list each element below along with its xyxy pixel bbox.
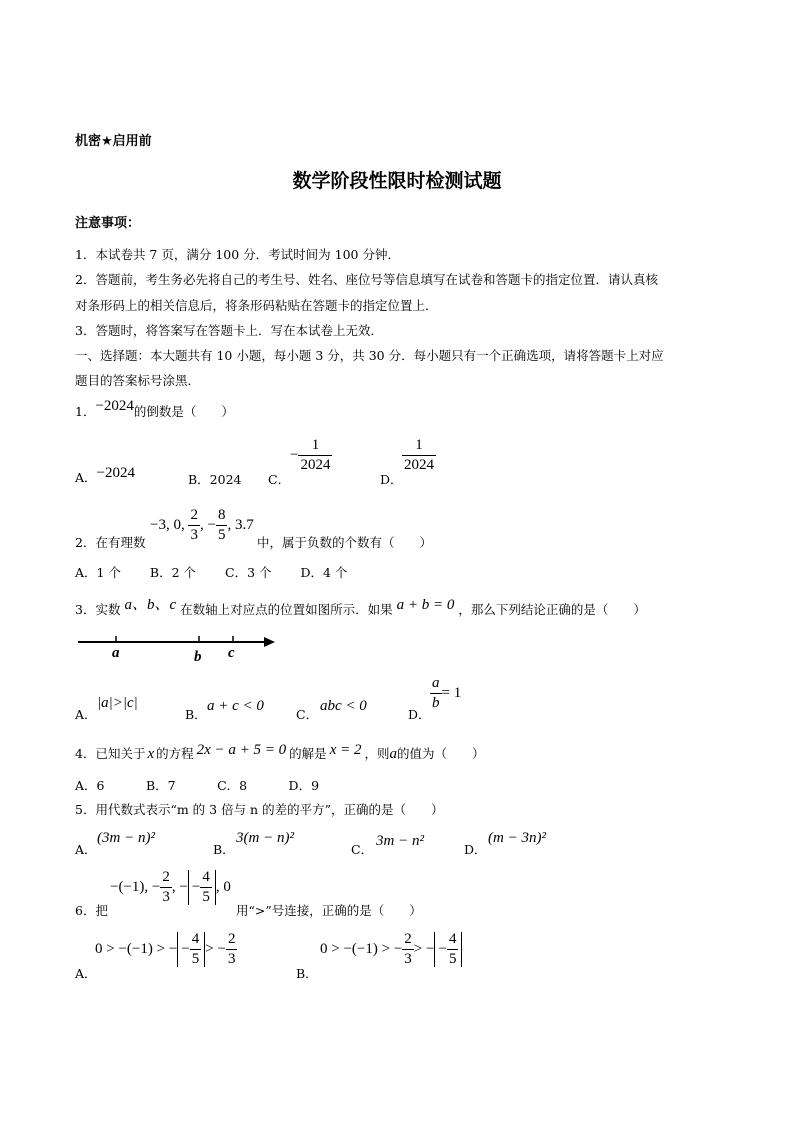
minus-sign: −: [438, 940, 447, 957]
list-part: −(−1), −: [110, 878, 161, 895]
q1-option-a: [75, 465, 135, 487]
denominator: 2024: [300, 457, 331, 473]
q6-option-a-letter: A．: [75, 966, 97, 981]
number-line-diagram: [75, 630, 285, 666]
question-3: [75, 598, 646, 619]
section-1-line-2: 题目的答案标号涂黑．: [75, 373, 201, 388]
q3-option-b-value: a + c < 0: [207, 698, 264, 714]
denominator: 2024: [404, 457, 434, 473]
option-value: −2024: [96, 465, 135, 481]
section-1-line-1: 一、选择题：本大题共有 10 小题，每小题 3 分，共 30 分．每小题只有一个正确选项，请将答题卡上对应: [75, 348, 664, 363]
solution: x = 2: [329, 742, 362, 758]
expr-part: 0 > −(−1) > −: [320, 940, 403, 957]
denominator: 5: [217, 527, 226, 543]
absolute-value: [188, 870, 216, 905]
q6-prefix: 6．把: [75, 903, 108, 918]
q3-option-a-letter: A．: [75, 707, 97, 722]
variables: a、b、c: [124, 597, 177, 613]
q1-option-b: B．2024: [188, 472, 242, 487]
numerator: 2: [190, 507, 198, 523]
q1-option-d-letter: D．: [380, 472, 403, 487]
q1-text: 的倒数是（ ）: [133, 404, 234, 419]
q5-option-a-value: (3m − n)²: [97, 830, 155, 846]
expr-part: > −: [205, 940, 226, 957]
text-part: ，那么下列结论正确的是（ ）: [458, 602, 646, 617]
label-a: a: [112, 645, 120, 661]
list-part: , 0: [215, 878, 231, 895]
text-part: 3．实数: [75, 602, 121, 617]
q1-option-c-letter: C．: [268, 472, 291, 487]
numerator: 8: [217, 507, 226, 523]
numerator: 4: [202, 869, 210, 885]
text-part: 在数轴上对应点的位置如图所示．如果: [180, 602, 393, 617]
note-1: 1．本试卷共 7 页，满分 100 分．考试时间为 100 分钟．: [75, 247, 400, 262]
q1-option-d-value: [402, 438, 436, 473]
minus-sign: −: [191, 878, 201, 895]
numerator: 4: [191, 931, 200, 947]
q1-math: −2024: [95, 398, 134, 414]
list-part: −3, 0,: [150, 516, 185, 533]
q6-option-b-letter: B．: [296, 966, 318, 981]
q2-text: 中，属于负数的个数有（ ）: [257, 535, 433, 550]
expr-part: > −: [413, 940, 435, 957]
question-number: 1．: [75, 404, 96, 419]
note-2-line-2: 对条形码上的相关信息后，将条形码粘贴在答题卡的指定位置上．: [75, 298, 438, 313]
numerator: 2: [162, 869, 170, 885]
note-2-line-1: 2．答题前，考生务必先将自己的考生号、姓名、座位号等信息填写在试卷和答题卡的指定位置．请认真核: [75, 272, 658, 287]
q5-option-b-letter: B．: [213, 842, 235, 857]
list-part: , −: [171, 878, 188, 895]
q5-option-c-value: 3m − n²: [376, 833, 424, 849]
q5-option-b-value: 3(m − n)²: [236, 830, 294, 846]
q5-option-d-value: (m − 3n)²: [488, 830, 546, 846]
text-part: 的方程: [156, 746, 194, 761]
question-1: [75, 398, 234, 421]
option-letter: A．: [75, 470, 97, 485]
denominator: 3: [190, 527, 198, 543]
denominator: 3: [404, 951, 412, 967]
denominator: 3: [162, 889, 170, 905]
q5-option-c-letter: C．: [351, 842, 374, 857]
label-b: b: [194, 649, 202, 665]
absolute-value: [177, 932, 205, 967]
arrow-head-icon: [264, 637, 275, 647]
q3-option-c-letter: C．: [296, 707, 319, 722]
q6-number-list: [110, 870, 231, 905]
list-part: , −: [199, 516, 216, 533]
q2-number-list: [150, 508, 254, 543]
variable-a: a: [389, 746, 397, 762]
q3-option-b-letter: B．: [185, 707, 207, 722]
denominator: 5: [191, 951, 200, 967]
denominator: 5: [448, 951, 457, 967]
numerator: 1: [415, 437, 423, 453]
minus-sign: −: [181, 940, 190, 957]
absolute-value: [434, 932, 462, 967]
equation: a + b = 0: [396, 597, 455, 613]
numerator: 2: [227, 931, 236, 947]
equals-one: = 1: [441, 684, 462, 701]
list-part: , 3.7: [227, 516, 254, 533]
text-part: 的值为（ ）: [396, 746, 485, 761]
text-part: ，则: [364, 746, 390, 761]
q6-option-a-value: [95, 932, 237, 967]
page-title: 数学阶段性限时检测试题: [292, 170, 502, 192]
confidential-label: 机密★启用前: [75, 134, 152, 149]
equation: 2x − a + 5 = 0: [196, 742, 287, 758]
denominator: 3: [227, 951, 236, 967]
q3-option-d-letter: D．: [408, 707, 431, 722]
notes-heading: 注意事项：: [75, 216, 141, 231]
numerator: 1: [311, 437, 320, 453]
q5-option-d-letter: D．: [464, 842, 487, 857]
text-part: 4．已知关于: [75, 746, 146, 761]
q2-options: A．1 个 B．2 个 C．3 个 D．4 个: [75, 565, 348, 580]
denominator: b: [432, 695, 440, 711]
label-c: c: [228, 645, 235, 661]
note-3: 3．答题时，将答案写在答题卡上．写在本试卷上无效．: [75, 323, 383, 338]
question-5: 5．用代数式表示“m 的 3 倍与 n 的差的平方”，正确的是（ ）: [75, 802, 444, 817]
denominator: 5: [202, 889, 210, 905]
q5-option-a-letter: A．: [75, 842, 97, 857]
numerator: a: [432, 675, 440, 691]
q6-text: 用“>”号连接，正确的是（ ）: [236, 903, 422, 918]
q4-options: A．6 B．7 C．8 D．9: [75, 778, 320, 793]
q3-option-a-value: |a|>|c|: [97, 695, 138, 711]
numerator: 2: [404, 931, 412, 947]
q2-prefix: 2．在有理数: [75, 535, 146, 550]
variable-x: x: [147, 746, 155, 762]
q3-option-c-value: abc < 0: [320, 698, 367, 714]
q1-option-c-value: [290, 438, 332, 473]
text-part: 的解是: [289, 746, 327, 761]
question-4: [75, 744, 485, 763]
q6-option-b-value: [320, 932, 462, 967]
minus-sign: −: [290, 446, 299, 463]
numerator: 4: [448, 931, 457, 947]
q3-option-d-value: [430, 676, 461, 711]
expr-part: 0 > −(−1) > −: [95, 940, 178, 957]
